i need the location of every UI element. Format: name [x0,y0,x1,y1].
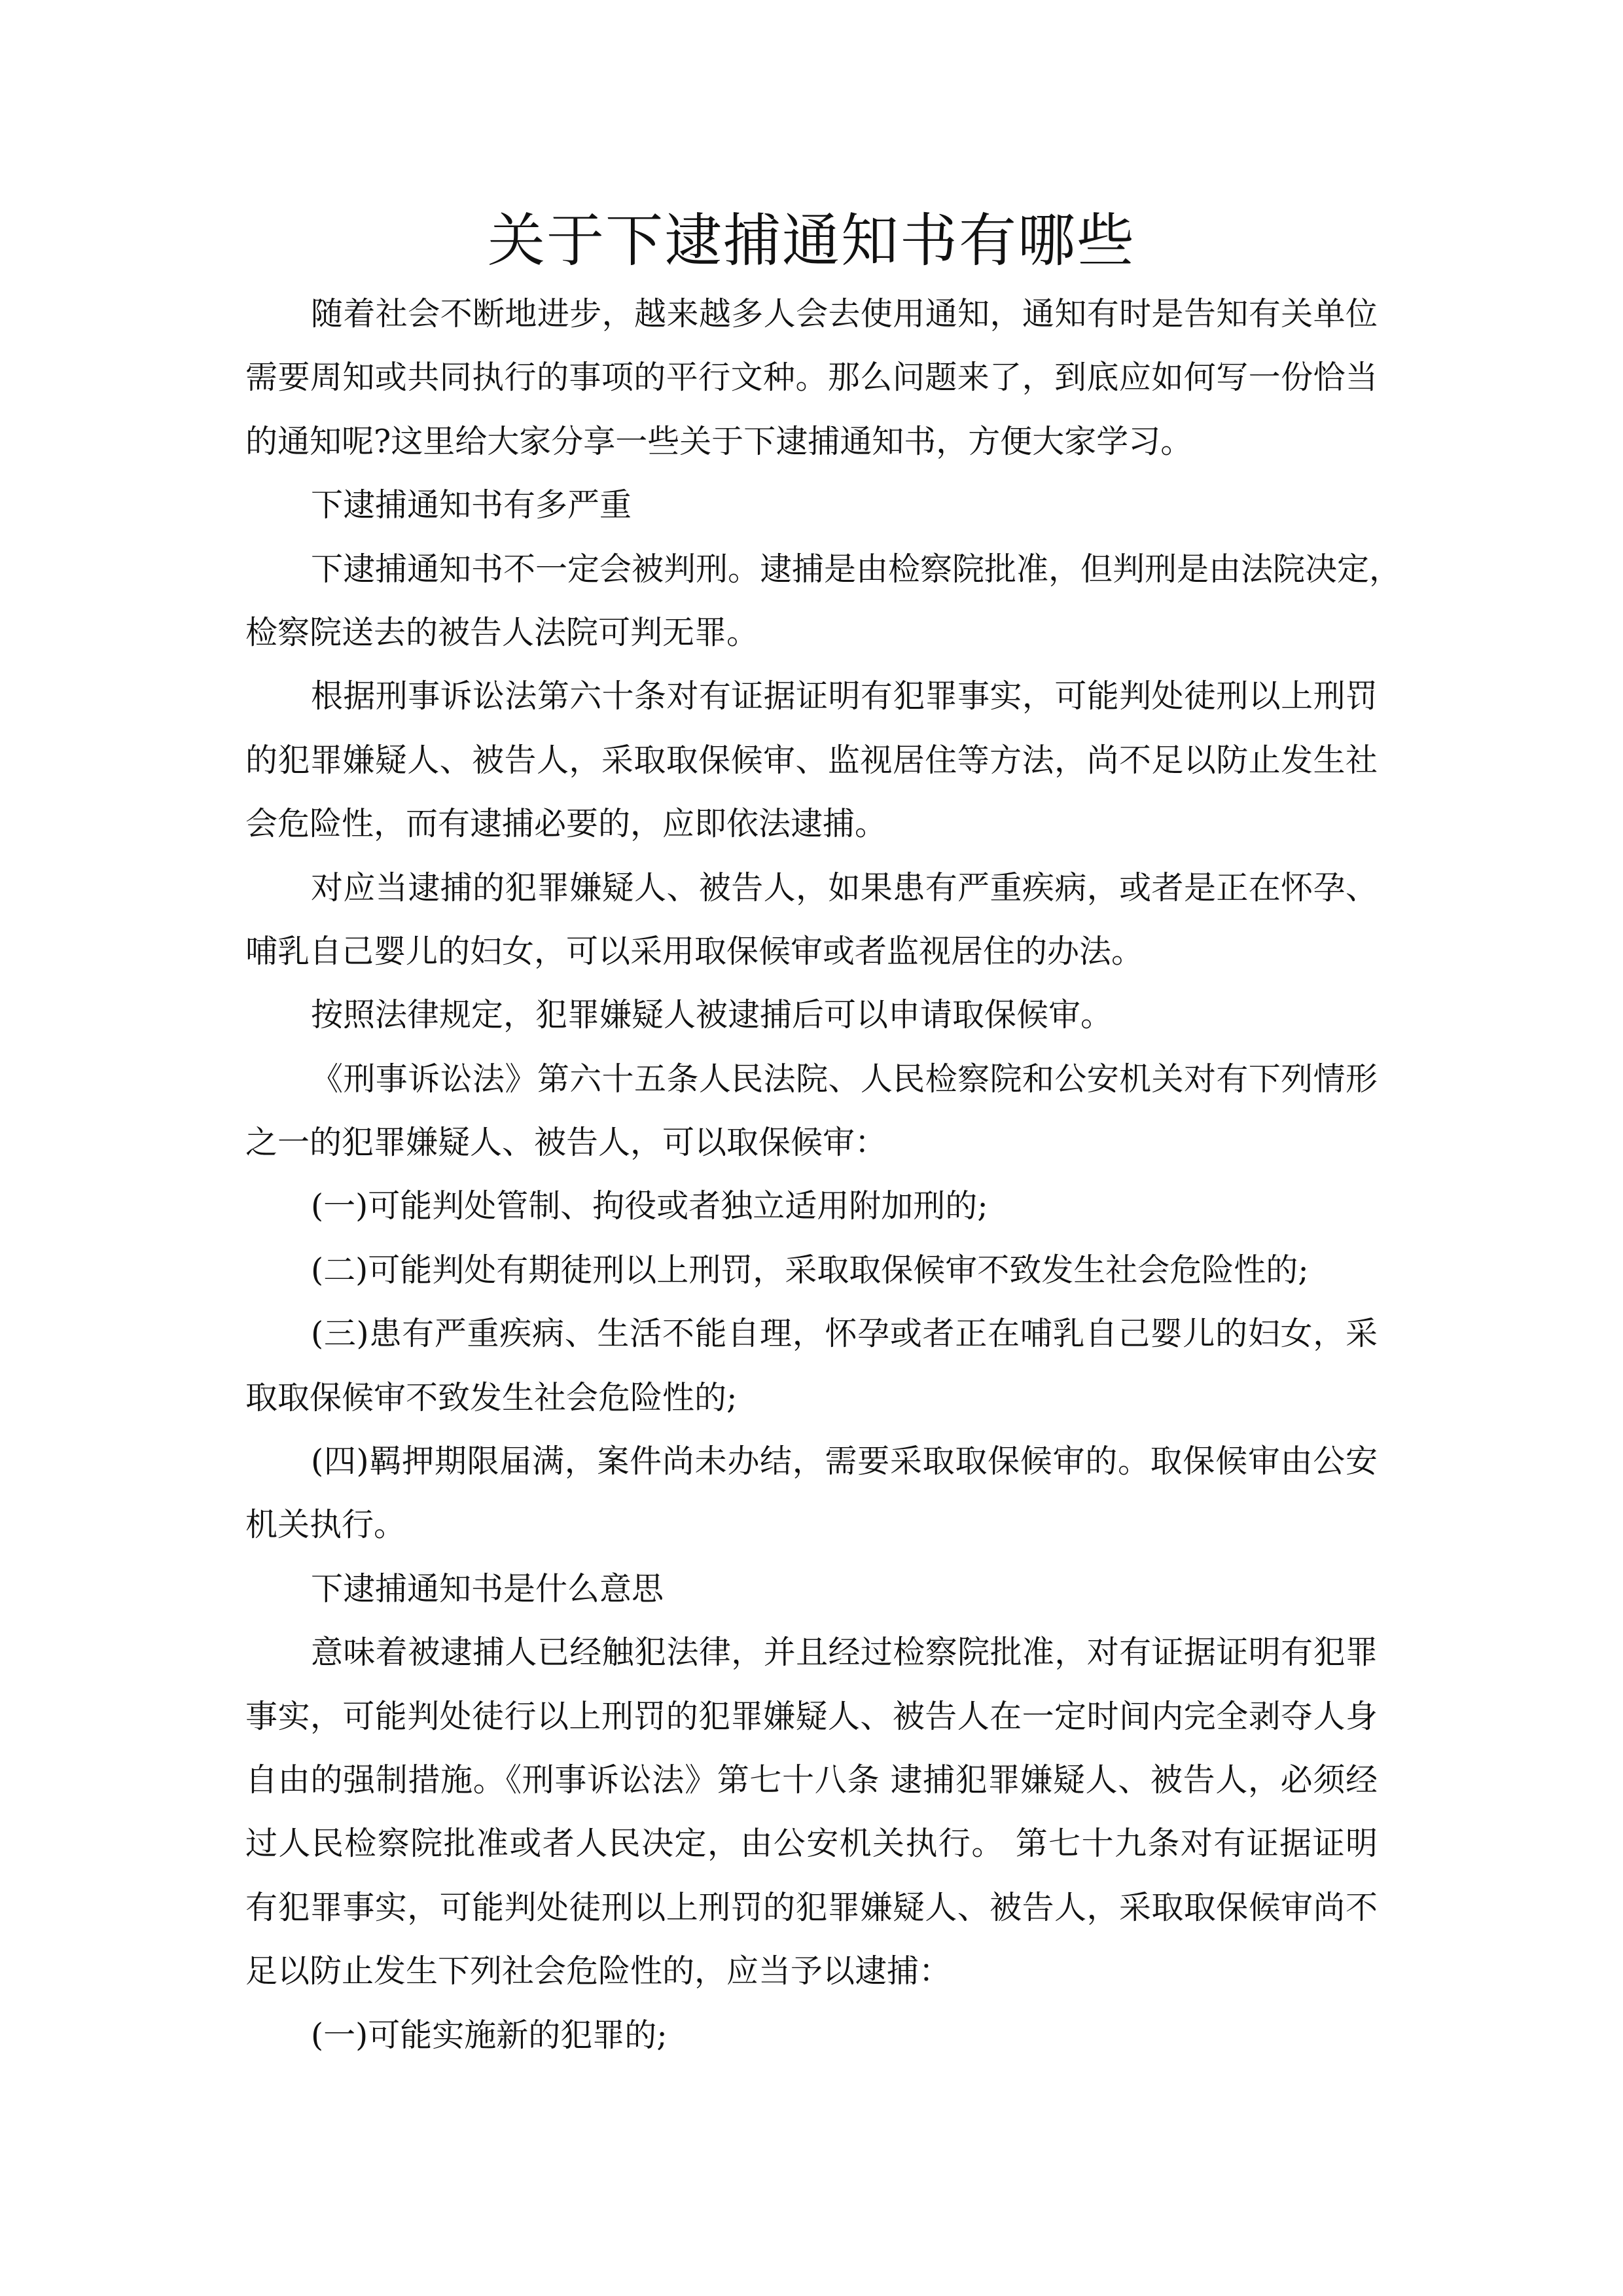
paragraph [245,1174,1378,1238]
paragraph [245,2003,1378,2067]
paragraph-line: (三)患有严重疾病、生活不能自理，怀孕或者正在哺乳自己婴儿的妇女，采 [311,1315,1378,1353]
paragraph-line: 机关执行。 [245,1506,406,1544]
paragraph-line: (一)可能判处管制、拘役或者独立适用附加刑的; [311,1187,988,1225]
paragraph [245,537,1402,665]
paragraph [245,1238,1378,1302]
paragraph-line: 需要周知或共同执行的事项的平行文种。那么问题来了，到底应如何写一份恰当 [245,359,1378,397]
paragraph [245,1621,1378,2003]
paragraph-line: (二)可能判处有期徒刑以上刑罚，采取取保候审不致发生社会危险性的; [311,1251,1309,1289]
paragraph [245,473,1378,537]
paragraph-line: 检察院送去的被告人法院可判无罪。 [245,613,759,651]
paragraph-line: 之一的犯罪嫌疑人、被告人，可以取保候审： [245,1124,887,1162]
paragraph-line: 的通知呢?这里给大家分享一些关于下逮捕通知书，方便大家学习。 [245,422,1193,460]
paragraph-line: 下逮捕通知书不一定会被判刑。逮捕是由检察院批准，但判刑是由法院决定， [311,550,1402,588]
paragraph [245,282,1378,473]
paragraph-line: 对应当逮捕的犯罪嫌疑人、被告人，如果患有严重疾病，或者是正在怀孕、 [311,869,1378,906]
paragraph-line: (一)可能实施新的犯罪的; [311,2016,668,2054]
paragraph [245,1302,1378,1429]
paragraph-line: 的犯罪嫌疑人、被告人，采取取保候审、监视居住等方法，尚不足以防止发生社 [245,741,1378,779]
paragraph-line: 下逮捕通知书是什么意思 [311,1570,664,1607]
paragraph [245,1429,1378,1557]
paragraph-line: 《刑事诉讼法》第六十五条人民法院、人民检察院和公安机关对有下列情形 [311,1060,1378,1098]
paragraph-line: 下逮捕通知书有多严重 [311,486,632,524]
document-title: 关于下逮捕通知书有哪些 [487,207,1135,274]
paragraph-line: 事实，可能判处徒行以上刑罚的犯罪嫌疑人、被告人在一定时间内完全剥夺人身 [245,1697,1378,1735]
paragraph-line: 根据刑事诉讼法第六十条对有证据证明有犯罪事实，可能判处徒刑以上刑罚 [311,677,1378,715]
paragraph [245,1047,1378,1175]
paragraph-line: 哺乳自己婴儿的妇女，可以采用取保候审或者监视居住的办法。 [245,932,1144,970]
paragraph-line: 足以防止发生下列社会危险性的，应当予以逮捕： [245,1952,952,1990]
paragraph-line: 随着社会不断地进步，越来越多人会去使用通知，通知有时是告知有关单位 [311,295,1378,332]
paragraph-line: 意味着被逮捕人已经触犯法律，并且经过检察院批准，对有证据证明有犯罪 [311,1634,1378,1672]
paragraph-line: 自由的强制措施。《刑事诉讼法》第七十八条 逮捕犯罪嫌疑人、被告人，必须经 [245,1761,1378,1799]
paragraph-line: 按照法律规定，犯罪嫌疑人被逮捕后可以申请取保候审。 [311,996,1113,1034]
paragraph-line: 取取保候审不致发生社会危险性的; [245,1378,738,1416]
paragraph-line: 会危险性，而有逮捕必要的，应即依法逮捕。 [245,805,887,843]
paragraph-line: 有犯罪事实，可能判处徒刑以上刑罚的犯罪嫌疑人、被告人，采取取保候审尚不 [245,1888,1378,1926]
paragraph [245,983,1378,1047]
paragraph [245,856,1378,984]
paragraph-line: 过人民检察院批准或者人民决定，由公安机关执行。 第七十九条对有证据证明 [245,1825,1378,1863]
paragraph-line: (四)羁押期限届满，案件尚未办结，需要采取取保候审的。取保候审由公安 [311,1443,1378,1480]
paragraph [245,1557,1378,1621]
document-body [245,282,1402,2067]
paragraph [245,664,1378,855]
